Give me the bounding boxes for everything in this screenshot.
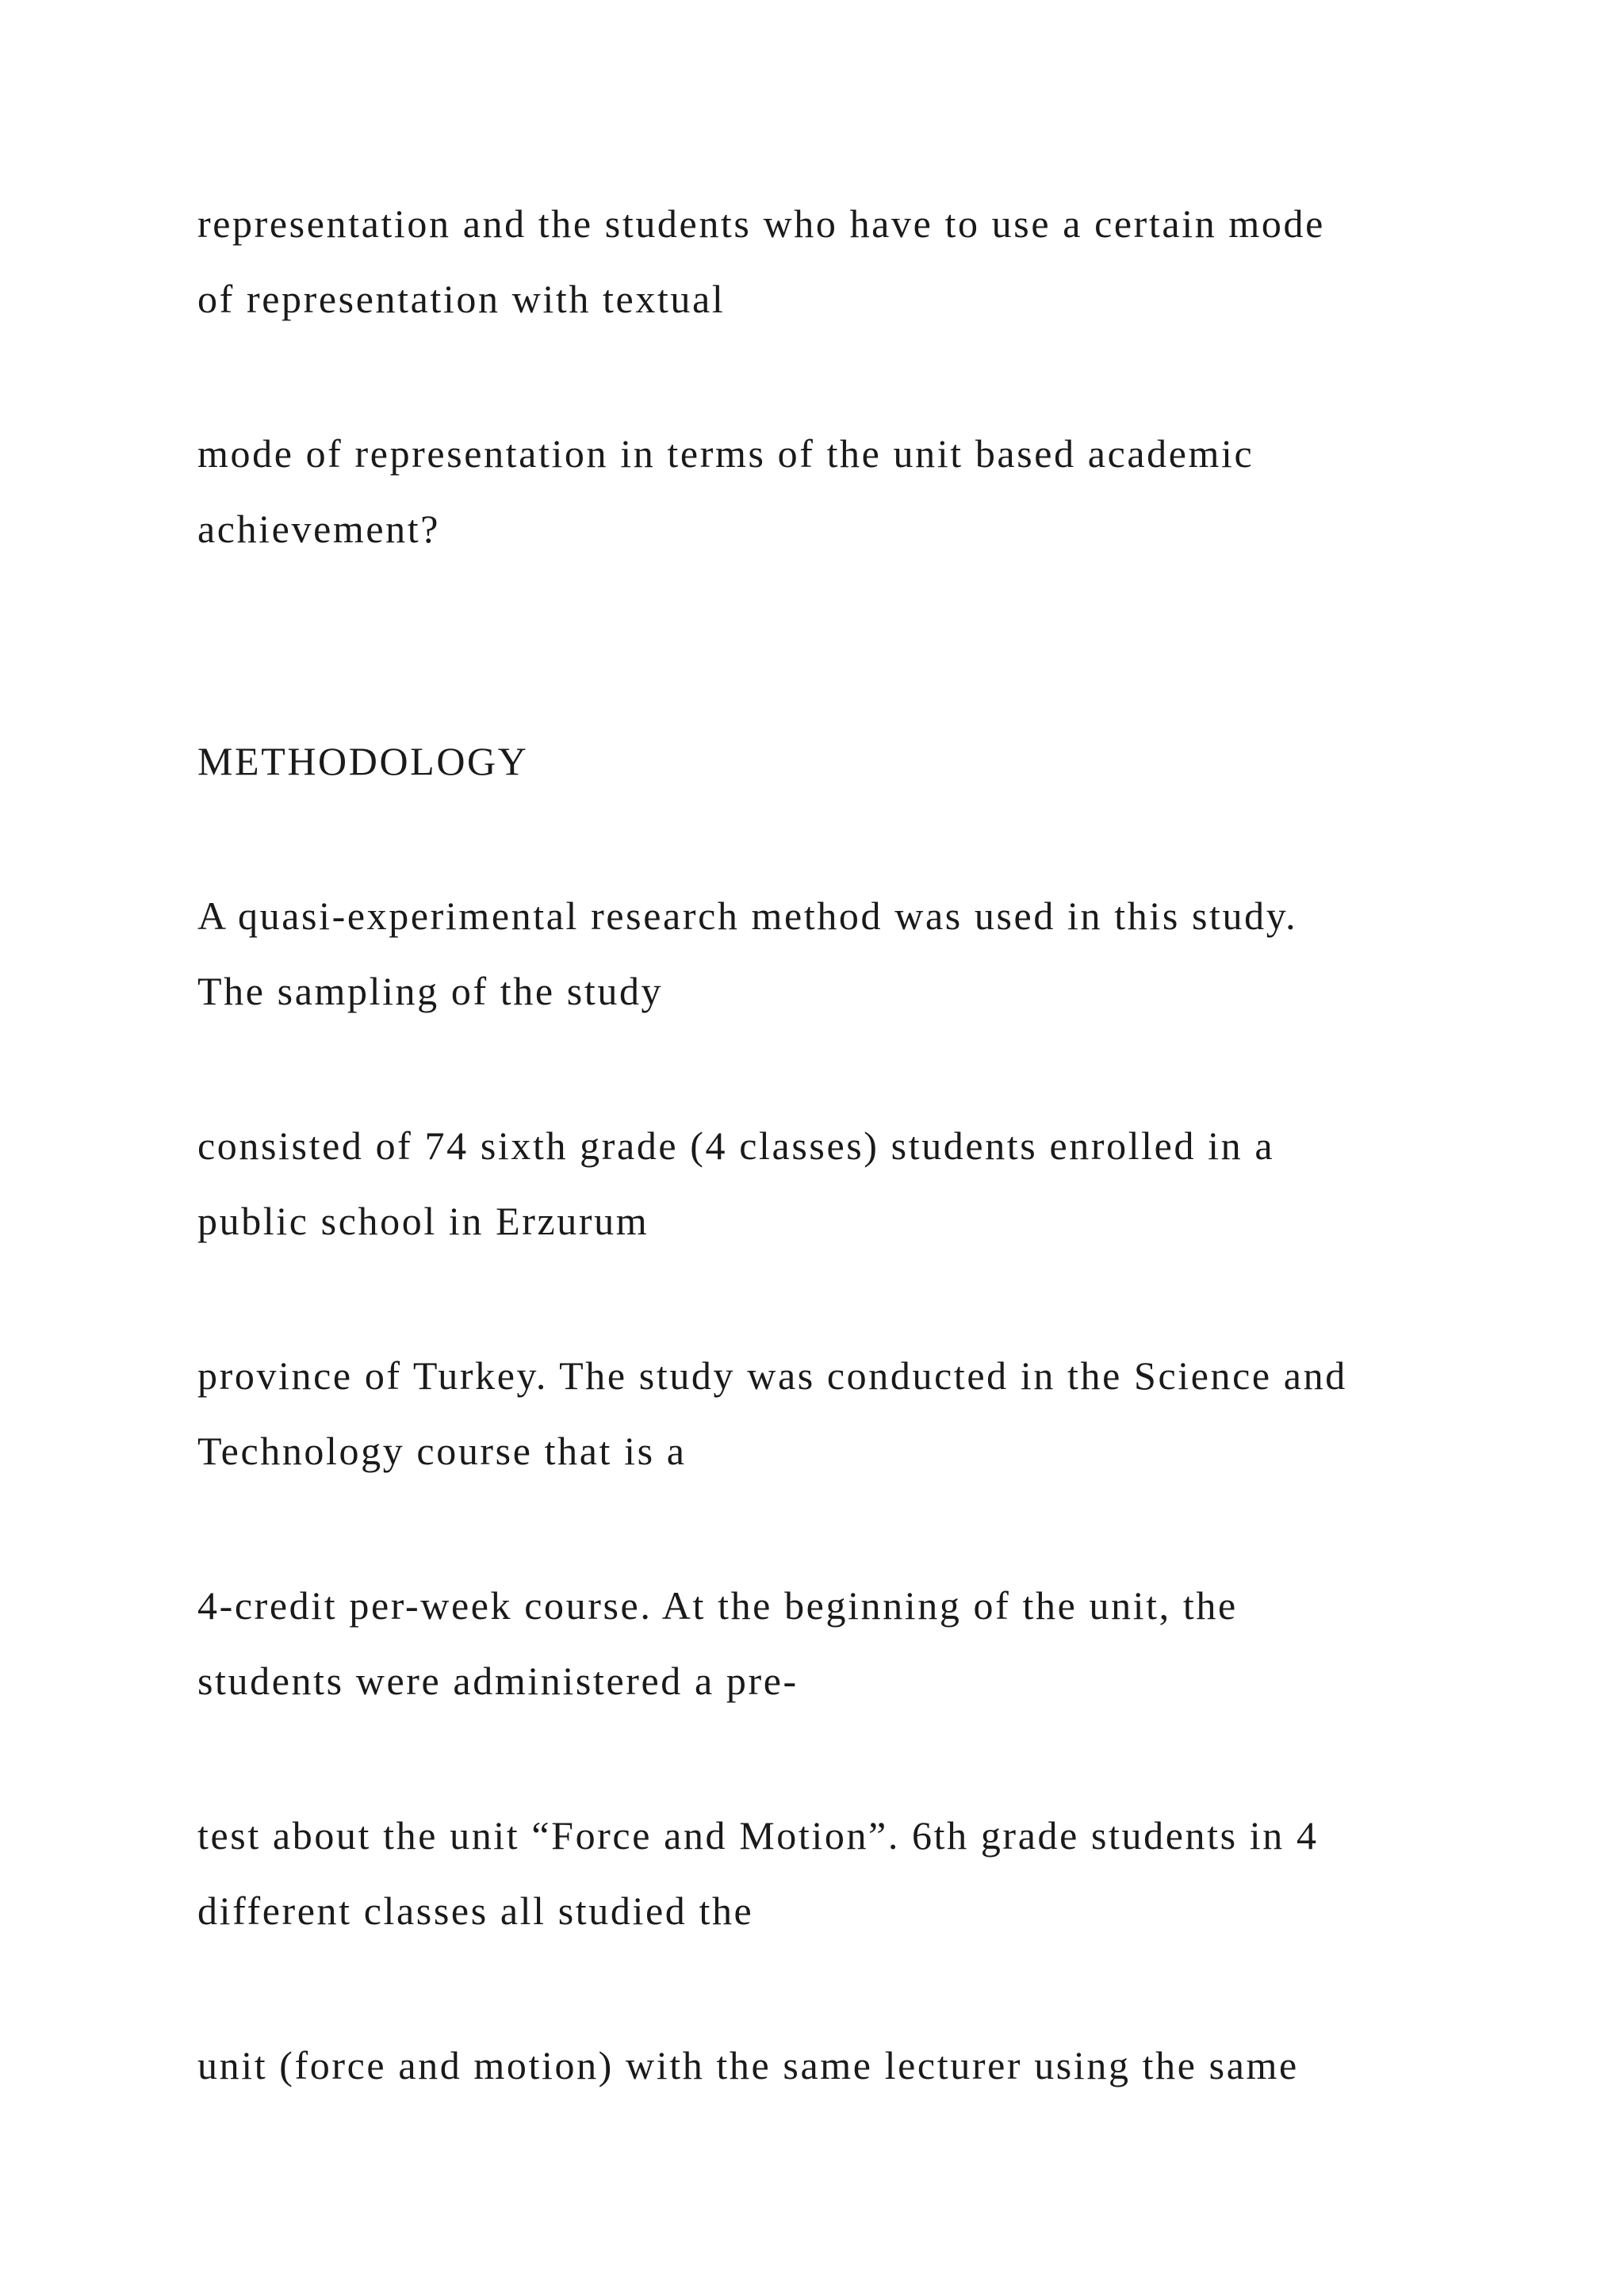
section-heading: METHODOLOGY (197, 739, 529, 783)
paragraph-4-line-2: public school in Erzurum (197, 1199, 649, 1243)
paragraph-5-line-1: province of Turkey. The study was conducted in the Science and (197, 1353, 1347, 1398)
paragraph-6-line-2: students were administered a pre- (197, 1659, 799, 1703)
paragraph-2-line-1: mode of representation in terms of the unit based academic (197, 431, 1254, 476)
paragraph-6-line-1: 4-credit per-week course. At the beginning of the unit, the (197, 1583, 1238, 1628)
paragraph-4-line-1: consisted of 74 sixth grade (4 classes) students enrolled in a (197, 1123, 1275, 1168)
paragraph-1-line-2: of representation with textual (197, 277, 726, 321)
paragraph-7-line-1: test about the unit “Force and Motion”. 6th grade students in 4 (197, 1813, 1319, 1858)
paragraph-3-line-2: The sampling of the study (197, 969, 664, 1013)
paragraph-5-line-2: Technology course that is a (197, 1429, 687, 1473)
paragraph-2-line-2: achievement? (197, 507, 441, 551)
paragraph-8-line-1: unit (force and motion) with the same lecturer using the same (197, 2043, 1299, 2087)
paragraph-1-line-1: representation and the students who have to use a certain mode (197, 201, 1325, 246)
paragraph-7-line-2: different classes all studied the (197, 1888, 754, 1933)
paragraph-3-line-1: A quasi-experimental research method was used in this study. (197, 894, 1298, 938)
